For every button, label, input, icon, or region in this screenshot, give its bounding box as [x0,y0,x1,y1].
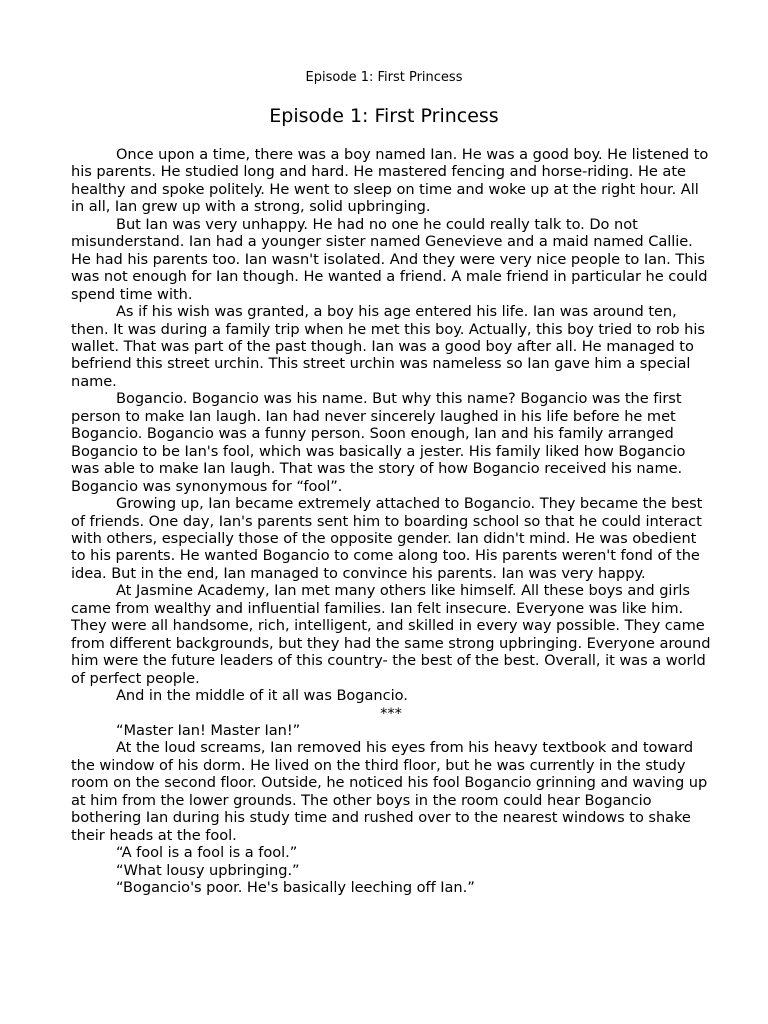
dialogue-line: “Master Ian! Master Ian!” [116,721,301,739]
running-header: Episode 1: First Princess [305,70,463,85]
paragraph: At the loud screams, Ian removed his eyes from his heavy textbook and toward the window of his dorm. He lived on the third floor, but he was currently in the study room on the second floor. Outside, he noticed his fool Bogancio grinning and waving up at him from the lower grounds. The other boys in the room could hear Bogancio bothering Ian during his study time and rushed over to the nearest windows to shake their heads at the fool. [71,739,708,844]
paragraph: Once upon a time, there was a boy named Ian. He was a good boy. He listened to his parents. He studied long and hard. He mastered fencing and horse-riding. He ate healthy and spoke politely. He went to sleep on time and woke up at the right hour. All in all, Ian grew up with a strong, solid upbringing. [71,146,709,216]
dialogue-line: “A fool is a fool is a fool.” [116,844,298,862]
paragraph: As if his wish was granted, a boy his age entered his life. Ian was around ten, then. It was during a family trip when he met this boy. Actually, this boy tried to rob his wallet. That was part of the past though. Ian was a good boy after all. He managed to befriend this street urchin. This street urchin was nameless so Ian gave him a special name. [71,303,705,390]
paragraph: At Jasmine Academy, Ian met many others like himself. All these boys and girls came from wealthy and influential families. Ian felt insecure. Everyone was like him. They were all handsome, rich, intelligent, and skilled in every way possible. They came from different backgrounds, but they had the same strong upbringing. Everyone around him were the future leaders of this country- the best of the best. Overall, it was a world of perfect people. [71,582,711,687]
dialogue-line: “Bogancio's poor. He's basically leeching off Ian.” [116,879,475,897]
paragraph: But Ian was very unhappy. He had no one he could really talk to. Do not misunderstand. Ian had a younger sister named Genevieve and a maid named Callie. He had his parents too. Ian wasn't isolated. And they were very nice people to Ian. This was not enough for Ian though. He wanted a friend. A male friend in particular he could spend time with. [71,215,708,303]
chapter-title: Episode 1: First Princess [269,105,499,127]
dialogue-line: “What lousy upbringing.” [116,861,300,879]
story-body [71,146,711,896]
paragraph: Bogancio. Bogancio was his name. But why this name? Bogancio was the first person to make Ian laugh. Ian had never sincerely laughed in his life before he met Bogancio. Bogancio was a funny person. Soon enough, Ian and his family arranged Bogancio to be Ian's fool, which was basically a jester. His family liked how Bogancio was able to make Ian laugh. That was the story of how Bogancio received his name. Bogancio was synonymous for “fool”. [71,390,686,495]
scene-separator: *** [380,704,402,722]
paragraph: Growing up, Ian became extremely attached to Bogancio. They became the best of friends. One day, Ian's parents sent him to boarding school so that he could interact with others, especially those of the opposite gender. Ian didn't mind. He was obedient to his parents. He wanted Bogancio to come along too. His parents weren't fond of the idea. But in the end, Ian managed to convince his parents. Ian was very happy. [71,495,703,582]
paragraph: And in the middle of it all was Bogancio. [116,687,408,705]
